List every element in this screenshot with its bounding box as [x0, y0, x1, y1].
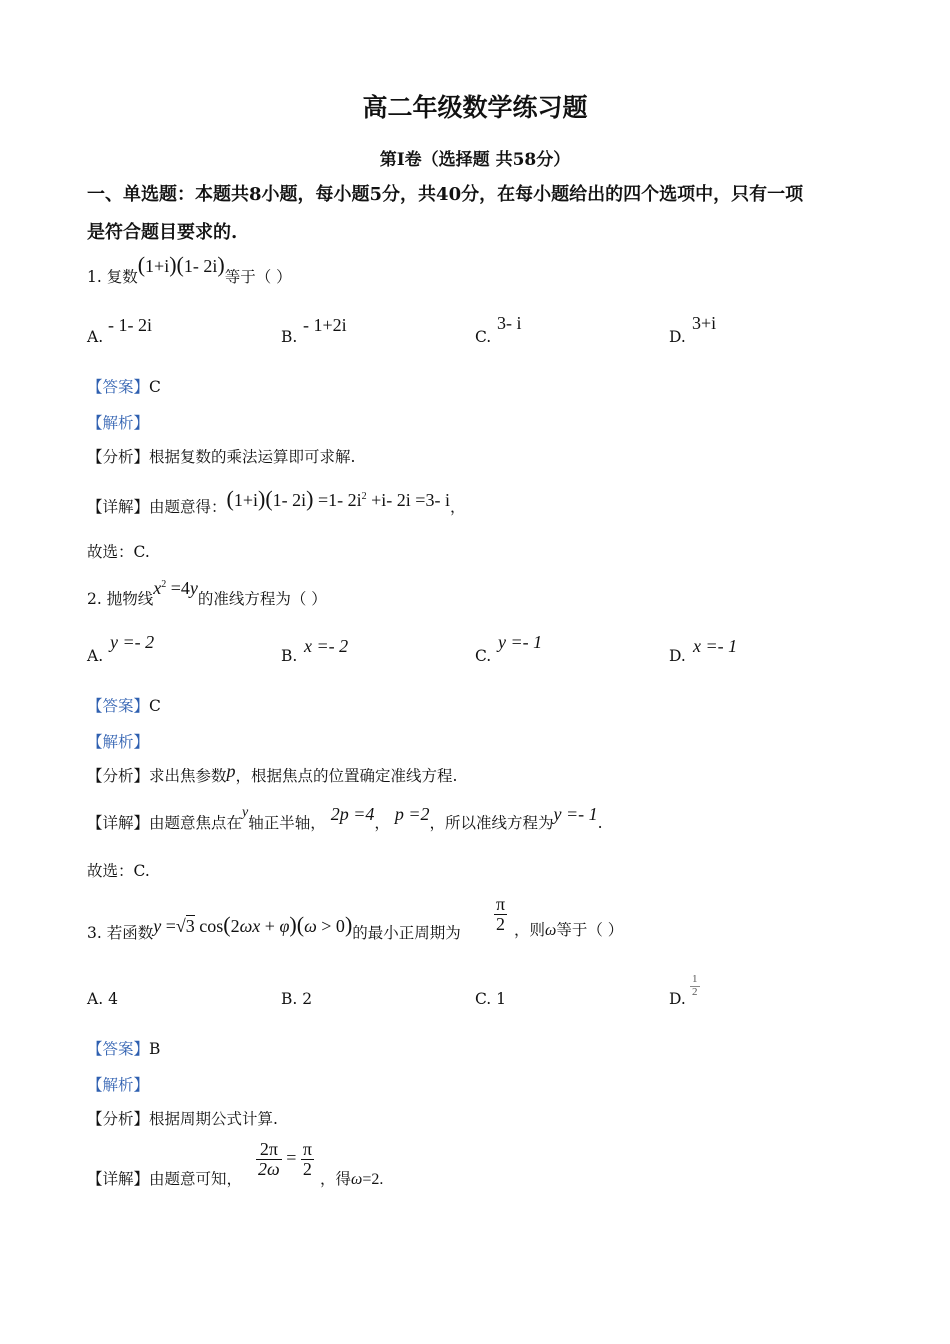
q2-option-d: D.	[669, 647, 686, 665]
q1-analysis-label: 【解析】	[87, 414, 150, 432]
q3-suffix: ，则ω等于（ ）	[514, 921, 624, 939]
q3-option-a: A. 4	[87, 990, 118, 1008]
q2-option-b: B.	[281, 647, 298, 665]
q3-option-d: D.	[669, 990, 686, 1008]
q3-detail-prefix: 【详解】由题意可知，	[87, 1170, 243, 1188]
q3-option-d-value: $\frac{1}{2}$	[692, 973, 698, 998]
q3-expression: y =√3 cos(2ωx + φ)(ω > 0)	[153, 912, 353, 937]
section-instructions-line2: 是符合题目要求的.	[87, 222, 238, 243]
q2-fenxi: 【分析】求出焦参数p，根据焦点的位置确定准线方程.	[87, 761, 458, 785]
q3-option-c: C. 1	[475, 990, 507, 1008]
q3-detail-equation: $\frac{2\pi}{2\omega}$ = $\frac{\pi}{2}$	[258, 1139, 312, 1179]
q2-option-c: C.	[475, 647, 492, 665]
q2-analysis-label: 【解析】	[87, 733, 150, 751]
q1-option-c-value: 3- i	[497, 313, 522, 333]
q1-choose: 故选：C.	[87, 543, 150, 561]
q2-option-b-value: x =- 2	[304, 636, 349, 656]
question-3: 3. 若函数y =√3 cos(2ωx + φ)(ω > 0)的最小正周期为	[87, 912, 461, 942]
q2-option-d-value: x =- 1	[693, 636, 738, 656]
q1-option-a: A.	[87, 328, 104, 346]
q1-option-c: C.	[475, 328, 492, 346]
q1-suffix: 等于（ ）	[224, 268, 292, 286]
q1-option-a-value: - 1- 2i	[108, 315, 152, 335]
q2-expression: $x^2 =4y$	[153, 578, 198, 598]
question-2: 2. 抛物线$x^2 =4y$的准线方程为（ ）	[87, 578, 327, 608]
q1-option-d-value: 3+i	[692, 313, 717, 333]
q3-option-b: B. 2	[281, 990, 313, 1008]
q3-answer: 【答案】B	[87, 1040, 161, 1058]
q1-option-d: D.	[669, 328, 686, 346]
q2-option-c-value: y =- 1	[498, 632, 543, 652]
section-subtitle: 第Ⅰ卷（选择题 共58分）	[379, 150, 571, 170]
question-1	[87, 252, 292, 288]
page-title: 高二年级数学练习题	[362, 93, 588, 122]
q3-fenxi: 【分析】根据周期公式计算.	[87, 1110, 278, 1128]
q2-detail: 【详解】由题意焦点在y轴正半轴， 2p =4， p =2，所以准线方程为y =- 1.	[87, 804, 603, 832]
section-instructions-line1: 一、单选题：本题共8小题，每小题5分，共40分，在每小题给出的四个选项中，只有一项	[87, 184, 804, 205]
q2-option-a-value: y =- 2	[110, 632, 155, 652]
q1-option-b: B.	[281, 328, 298, 346]
q1-answer: 【答案】C	[87, 378, 161, 396]
q1-option-b-value: - 1+2i	[303, 315, 347, 335]
q2-option-a: A.	[87, 647, 104, 665]
q1-detail: 【详解】由题意得：(1+i)(1- 2i) =1- $2i^2 +i-$ 2i =3- i，	[87, 486, 466, 516]
q1-prefix: 1. 复数	[87, 268, 138, 286]
q2-choose: 故选：C.	[87, 862, 150, 880]
q3-period-fraction: $\frac{\pi}{2}$	[496, 894, 506, 934]
q1-expression: (1+i)(1- 2i)	[137, 252, 225, 277]
q1-detail-equation: (1+i)(1- 2i) =1- $2i^2 +i-$ 2i =3- i	[226, 486, 450, 511]
q3-analysis-label: 【解析】	[87, 1076, 150, 1094]
q1-fenxi: 【分析】根据复数的乘法运算即可求解.	[87, 448, 356, 466]
q3-detail-suffix: ，得ω=2.	[320, 1170, 384, 1188]
q2-answer: 【答案】C	[87, 697, 161, 715]
